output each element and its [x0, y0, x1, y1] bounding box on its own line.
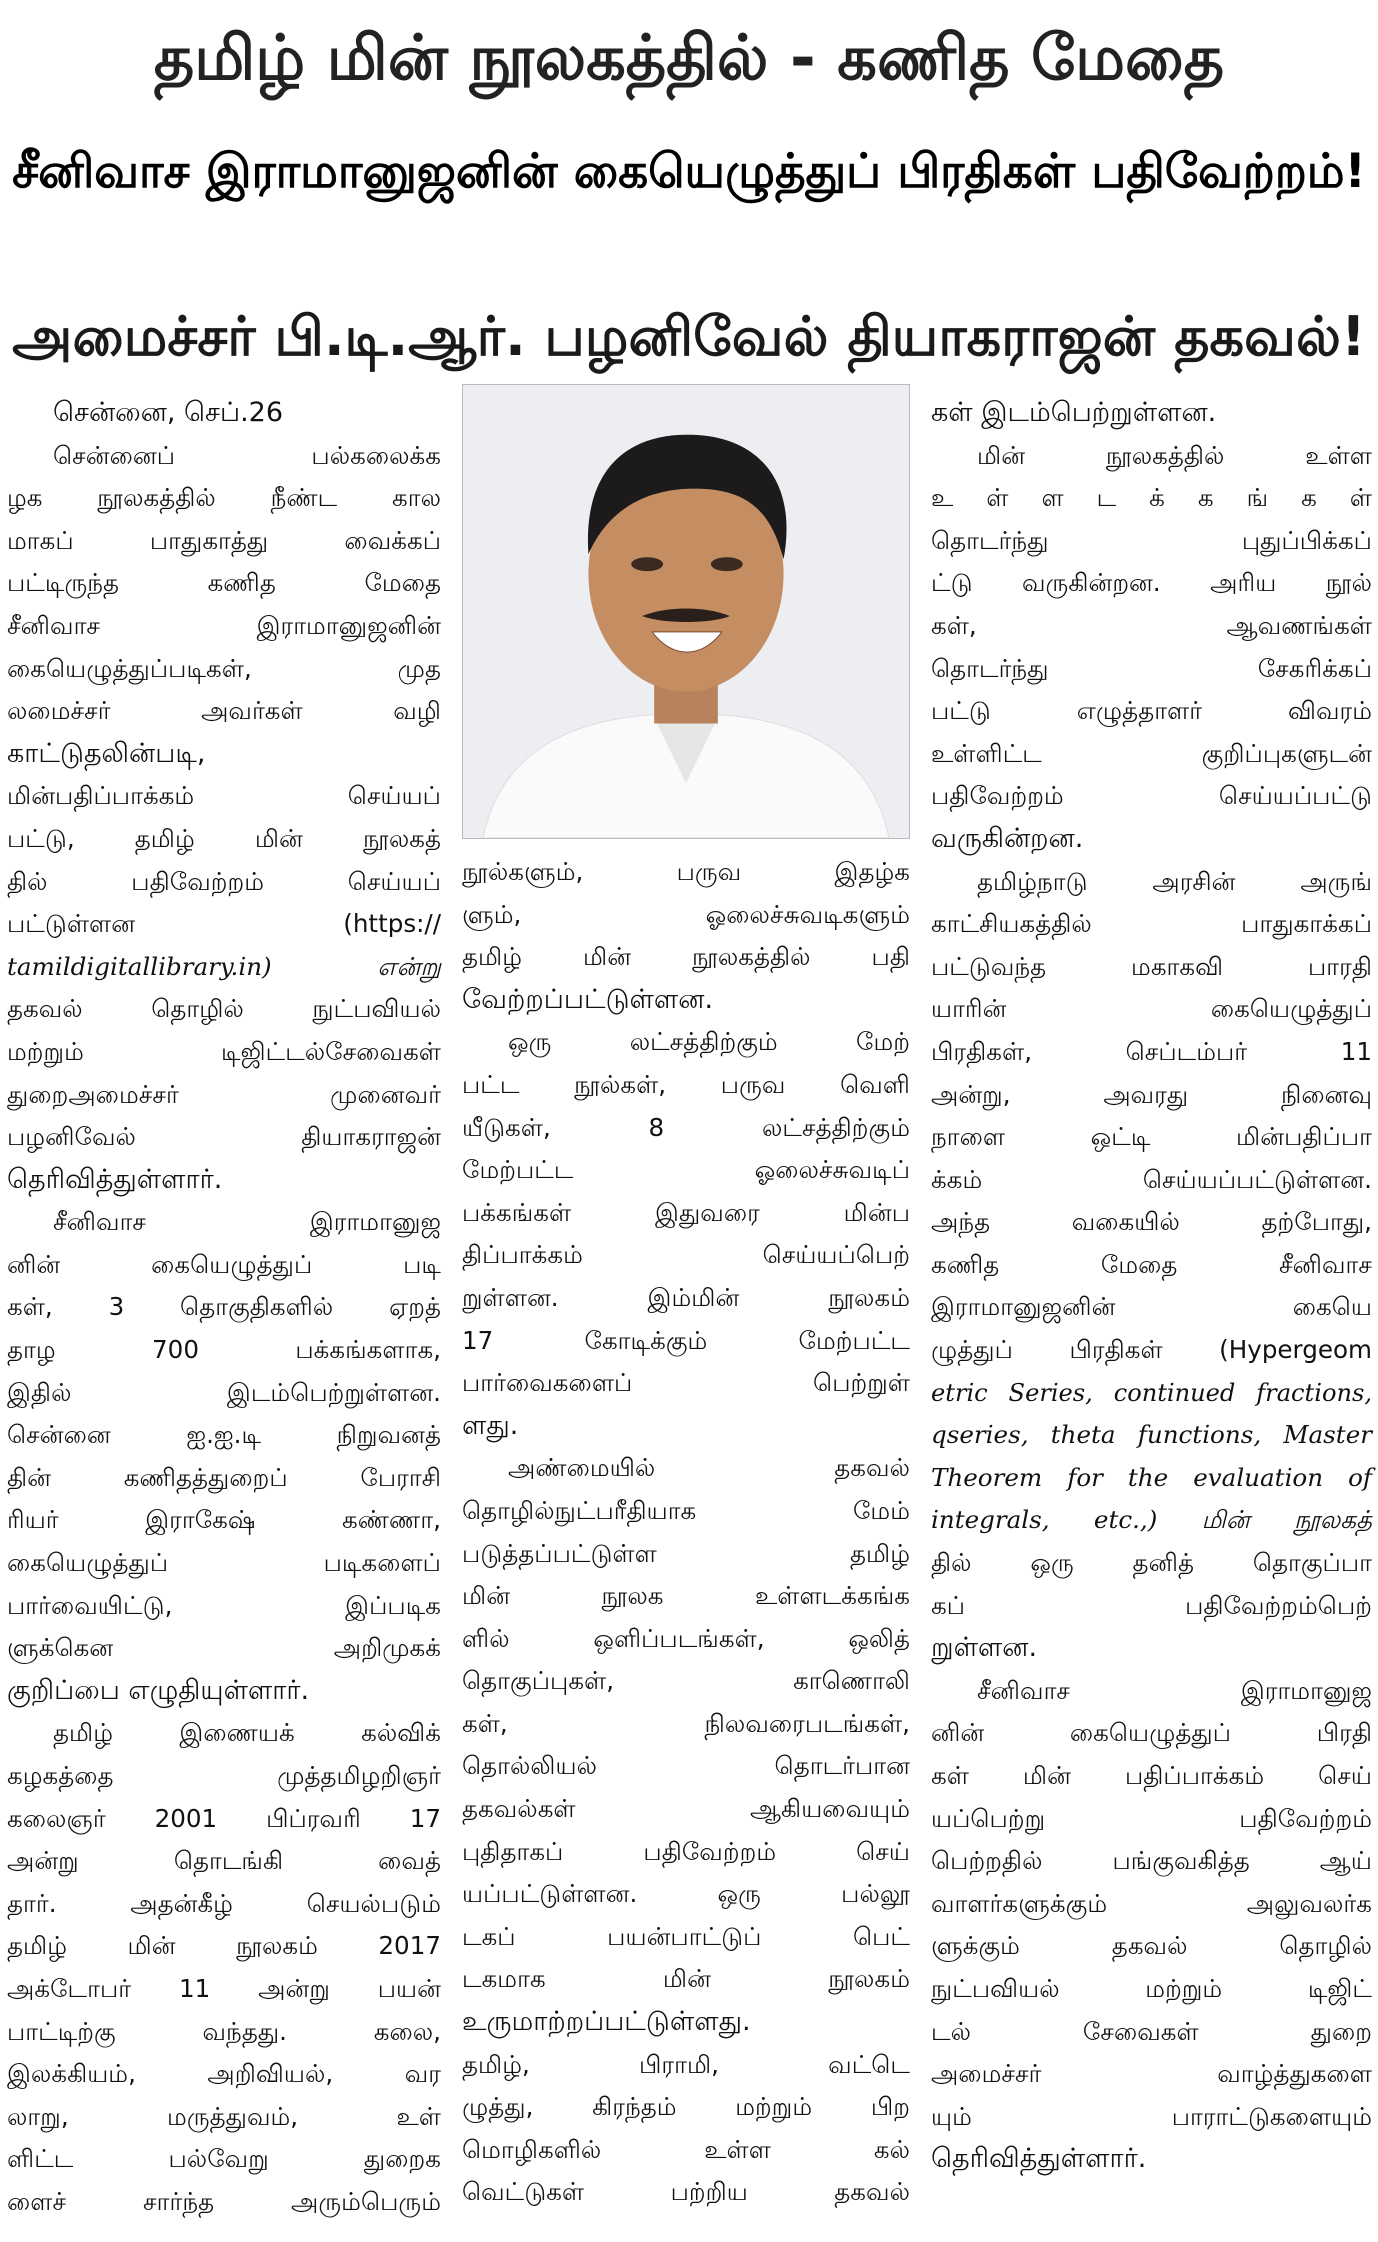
- article-line-text: வாளர்களுக்கும் அலுவலர்க: [931, 1888, 1372, 1918]
- article-line-text: பார்வையிட்டு, இப்படிக: [7, 1590, 441, 1620]
- article-line: [7, 988, 441, 1031]
- article-column-3: [931, 392, 1372, 2181]
- article-line: [931, 690, 1372, 733]
- article-line-text: தில் ஒரு தனித் தொகுப்பா: [931, 1548, 1372, 1578]
- article-line: [462, 1958, 910, 2001]
- article-line-text: யப்பட்டுள்ளன. ஒரு பல்லூ: [462, 1879, 910, 1909]
- article-line-text: லமைச்சர் அவர்கள் வழி: [7, 696, 441, 726]
- article-line: [931, 1499, 1372, 1542]
- article-line-text: பட்டுவந்த மகாகவி பாரதி: [931, 951, 1372, 981]
- article-line: [7, 1372, 441, 1415]
- article-line-text: சென்னை, செப்.26: [53, 397, 284, 428]
- article-line: [462, 1916, 910, 1959]
- article-line-text: ளிட்ட பல்வேறு துறைக: [7, 2144, 441, 2174]
- article-line-text: க்கம் செய்யப்பட்டுள்ளன.: [931, 1164, 1372, 1194]
- article-line: [462, 1405, 910, 1448]
- kicker-text: தமிழ் மின் நூலகத்தில் - கணித மேதை: [153, 21, 1225, 94]
- article-line-text: உள்ளிட்ட குறிப்புகளுடன்: [931, 738, 1372, 768]
- portrait-image: [463, 385, 909, 838]
- article-line: [931, 1329, 1372, 1372]
- article-line-text: சென்னை ஐ.ஐ.டி நிறுவனத்: [7, 1420, 441, 1450]
- article-line-text: கலைஞர் 2001 பிப்ரவரி 17: [7, 1803, 441, 1833]
- article-line-text: தெரிவித்துள்ளார்.: [7, 1163, 223, 1195]
- article-line-text: தமிழ் இணையக் கல்விக்: [53, 1718, 441, 1748]
- article-line: [462, 1745, 910, 1788]
- article-line-text: றுள்ளன. இம்மின் நூலகம்: [462, 1282, 910, 1312]
- article-line: [462, 2001, 910, 2044]
- article-line-text: கப் பதிவேற்றம்பெற்: [931, 1590, 1372, 1620]
- article-line: [931, 1457, 1372, 1500]
- article-line-text: னின் கையெழுத்துப் பிரதி: [931, 1718, 1372, 1748]
- article-line-text: யப்பெற்று பதிவேற்றம்: [931, 1803, 1372, 1833]
- article-line: [7, 946, 441, 989]
- article-line: [7, 1968, 441, 2011]
- article-line: [462, 1660, 910, 1703]
- article-line: [7, 1201, 441, 1244]
- article-line: [931, 1074, 1372, 1117]
- article-line-text: மின்பதிப்பாக்கம் செய்யப்: [7, 781, 441, 811]
- article-line-text: சென்னைப் பல்கலைக்க: [53, 440, 441, 470]
- article-line-text: தெரிவித்துள்ளார்.: [931, 2143, 1147, 2175]
- article-line-text: டகமாக மின் நூலகம்: [462, 1964, 910, 1994]
- article-line: [7, 1798, 441, 1841]
- article-line-text: டகப் பயன்பாட்டுப் பெட்: [462, 1921, 910, 1951]
- article-line: [7, 1116, 441, 1159]
- article-line-text: அன்று தொடங்கி வைத்: [7, 1846, 441, 1876]
- article-line: [462, 1618, 910, 1661]
- article-line: [7, 1670, 441, 1713]
- article-line: [462, 1320, 910, 1363]
- article-line-text: துறைஅமைச்சர் முனைவர்: [7, 1079, 441, 1109]
- article-line-text: அண்மையில் தகவல்: [508, 1453, 910, 1483]
- article-line-text: qseries, theta functions, Master: [931, 1420, 1372, 1450]
- article-line-text: அன்று, அவரது நினைவு: [931, 1079, 1372, 1109]
- article-line: [931, 1031, 1372, 1074]
- article-line-text: ளுக்கென அறிமுகக்: [7, 1633, 441, 1663]
- article-line-text: கள், ஆவணங்கள்: [931, 610, 1372, 640]
- article-line: [931, 946, 1372, 989]
- article-line: [931, 477, 1372, 520]
- article-line: [7, 818, 441, 861]
- article-line: [462, 2086, 910, 2129]
- article-line-text: தில் பதிவேற்றம் செய்யப்: [7, 866, 441, 896]
- article-line-text: தொல்லியல் தொடர்பான: [462, 1751, 910, 1781]
- article-line: [7, 861, 441, 904]
- article-line-text: etric Series, continued fractions,: [931, 1378, 1372, 1407]
- article-line: [462, 1021, 910, 1064]
- article-line: [7, 477, 441, 520]
- article-line: [462, 1277, 910, 1320]
- article-line: [931, 861, 1372, 904]
- article-line: [931, 1798, 1372, 1841]
- article-line: [931, 818, 1372, 861]
- article-line: [931, 605, 1372, 648]
- article-line: [462, 936, 910, 979]
- article-line-text: தொடர்ந்து புதுப்பிக்கப்: [931, 525, 1372, 555]
- article-line-text: ழுத்து, கிரந்தம் மற்றும் பிற: [462, 2092, 910, 2122]
- sub-headline-text: அமைச்சர் பி.டி.ஆர். பழனிவேல் தியாகராஜன் தகவல்!: [12, 305, 1366, 368]
- article-line: [462, 979, 910, 1022]
- article-line: [931, 1414, 1372, 1457]
- article-line: [462, 1703, 910, 1746]
- article-line-text: ளும், ஓலைச்சுவடிகளும்: [462, 899, 910, 929]
- article-line: [7, 1244, 441, 1287]
- article-line-text: மற்றும் டிஜிட்டல்சேவைகள்: [7, 1036, 441, 1066]
- article-line: [462, 1107, 910, 1150]
- article-line-text: அக்டோபர் 11 அன்று பயன்: [7, 1973, 441, 2003]
- article-line: [462, 1362, 910, 1405]
- article-line: [7, 775, 441, 818]
- article-line: [7, 392, 441, 435]
- article-line-text: பழனிவேல் தியாகராஜன்: [7, 1122, 441, 1152]
- article-line: [931, 733, 1372, 776]
- article-line-text: லாறு, மருத்துவம், உள்: [7, 2101, 441, 2131]
- article-line-text: மாகப் பாதுகாத்து வைக்கப்: [7, 525, 441, 555]
- article-line: [931, 1925, 1372, 1968]
- article-line-text: தமிழ் மின் நூலகத்தில் பதி: [462, 942, 910, 972]
- article-line: [7, 648, 441, 691]
- article-line: [931, 648, 1372, 691]
- article-line-text: மின் நூலக உள்ளடக்கங்க: [462, 1581, 910, 1611]
- article-line: [462, 2129, 910, 2172]
- article-line-text: தார். அதன்கீழ் செயல்படும்: [7, 1888, 441, 1918]
- article-line-text: கணித மேதை சீனிவாச: [931, 1249, 1372, 1279]
- article-line: [931, 1627, 1372, 1670]
- article-line-text: சீனிவாச இராமானுஜனின்: [7, 610, 441, 640]
- article-line: [931, 1755, 1372, 1798]
- article-line: [931, 520, 1372, 563]
- article-line-text: படுத்தப்பட்டுள்ள தமிழ்: [462, 1538, 910, 1568]
- article-line-text: தமிழ்நாடு அரசின் அருங்: [977, 866, 1372, 896]
- article-line-text: பக்கங்கள் இதுவரை மின்ப: [462, 1197, 910, 1227]
- article-line: [931, 1372, 1372, 1415]
- article-line-text: integrals, etc.,) மின் நூலகத்: [931, 1505, 1372, 1535]
- article-line-text: தமிழ், பிராமி, வட்டெ: [462, 2049, 910, 2079]
- article-line-text: இலக்கியம், அறிவியல், வர: [7, 2059, 441, 2089]
- article-line: [7, 1925, 441, 1968]
- article-line: [931, 435, 1372, 478]
- article-line: [931, 1670, 1372, 1713]
- article-line-text: ட்டு வருகின்றன. அரிய நூல்: [931, 568, 1372, 598]
- article-line-text: நுட்பவியல் மற்றும் டிஜிட்: [931, 1973, 1372, 2003]
- article-line: [7, 1542, 441, 1585]
- article-line-text: தாழ 700 பக்கங்களாக,: [7, 1335, 441, 1365]
- article-line-text: தொடர்ந்து சேகரிக்கப்: [931, 653, 1372, 683]
- article-line: [462, 2171, 910, 2214]
- article-line: [931, 1968, 1372, 2011]
- article-line-text: கள், 3 தொகுதிகளில் ஏறத்: [7, 1292, 441, 1322]
- article-line-text: ளில் ஒளிப்படங்கள், ஒலித்: [462, 1623, 910, 1653]
- article-line-text: காட்சியகத்தில் பாதுகாக்கப்: [931, 909, 1372, 939]
- article-line-text: றுள்ளன.: [931, 1632, 1038, 1664]
- article-column-2: [462, 851, 910, 2214]
- article-line: [7, 1074, 441, 1117]
- main-headline: [0, 112, 1378, 232]
- article-line-text: இராமானுஜனின் கையெ: [931, 1292, 1372, 1322]
- article-line-text: சீனிவாச இராமானுஜ: [53, 1207, 441, 1237]
- article-line: [931, 1585, 1372, 1628]
- article-line: [931, 2138, 1372, 2181]
- article-line-text: தின் கணிதத்துறைப் பேராசி: [7, 1462, 441, 1492]
- article-line: [7, 903, 441, 946]
- article-line-text: பாட்டிற்கு வந்தது. கலை,: [7, 2016, 441, 2046]
- article-line-text: பிரதிகள், செப்டம்பர் 11: [931, 1036, 1372, 1066]
- article-line-text: ழுத்துப் பிரதிகள் (Hypergeom: [931, 1335, 1372, 1365]
- article-line-text: கழகத்தை முத்தமிழறிஞர்: [7, 1761, 441, 1790]
- article-line: [7, 1840, 441, 1883]
- article-line-text: ஒரு லட்சத்திற்கும் மேற்: [508, 1027, 910, 1057]
- article-line: [931, 775, 1372, 818]
- article-line-text: ளுக்கும் தகவல் தொழில்: [931, 1931, 1372, 1961]
- article-line-text: பட்டுள்ளன (https://: [7, 909, 441, 939]
- article-line-text: காட்டுதலின்படி,: [7, 737, 206, 769]
- article-line: [462, 1149, 910, 1192]
- article-line: [462, 1533, 910, 1576]
- article-line: [462, 1575, 910, 1618]
- article-line: [931, 1712, 1372, 1755]
- article-line-text: அமைச்சர் வாழ்த்துகளை: [931, 2059, 1372, 2089]
- article-line-text: மின் நூலகத்தில் உள்ள: [977, 440, 1372, 470]
- article-line-text: னின் கையெழுத்துப் படி: [7, 1249, 441, 1279]
- article-line-text: தகவல்கள் ஆகியவையும்: [462, 1794, 910, 1824]
- article-line: [931, 988, 1372, 1031]
- article-line-text: Theorem for the evaluation of: [931, 1462, 1372, 1492]
- article-line-text: யாரின் கையெழுத்துப்: [931, 994, 1372, 1024]
- article-line: [7, 2011, 441, 2054]
- article-line-text: சீனிவாச இராமானுஜ: [977, 1675, 1372, 1705]
- article-line-text: வேற்றப்பட்டுள்ளன.: [462, 983, 714, 1015]
- article-line: [931, 2011, 1372, 2054]
- article-line: [931, 562, 1372, 605]
- article-line: [931, 1159, 1372, 1202]
- article-line: [462, 1234, 910, 1277]
- minister-photo: [462, 384, 910, 839]
- article-line: [7, 690, 441, 733]
- article-line: [7, 1286, 441, 1329]
- article-line: [7, 1031, 441, 1074]
- article-line: [931, 903, 1372, 946]
- article-line-text: தொழில்நுட்பரீதியாக மேம்: [462, 1495, 910, 1525]
- kicker-headline: [0, 8, 1378, 108]
- article-line-text: நாளை ஒட்டி மின்பதிப்பா: [931, 1122, 1372, 1152]
- article-line: [931, 1286, 1372, 1329]
- article-line: [7, 1585, 441, 1628]
- article-line: [7, 2096, 441, 2139]
- article-line: [931, 1201, 1372, 1244]
- article-line-text: பட்டு எழுத்தாளர் விவரம்: [931, 696, 1372, 726]
- article-line: [7, 605, 441, 648]
- article-line: [931, 1116, 1372, 1159]
- sub-headline: [0, 292, 1378, 382]
- article-line-text: இதில் இடம்பெற்றுள்ளன.: [7, 1377, 441, 1407]
- article-line: [7, 1627, 441, 1670]
- article-line: [7, 1755, 441, 1798]
- article-line-text: வெட்டுகள் பற்றிய தகவல்: [462, 2177, 910, 2207]
- article-line-text: கள் மின் பதிப்பாக்கம் செய்: [931, 1761, 1372, 1790]
- article-line: [931, 1840, 1372, 1883]
- article-line-text: ளைச் சார்ந்த அரும்பெரும்: [7, 2186, 441, 2216]
- article-line: [462, 1831, 910, 1874]
- article-line: [462, 1873, 910, 1916]
- article-line: [462, 2044, 910, 2087]
- article-line: [931, 1244, 1372, 1287]
- article-line-text: கையெழுத்துப் படிகளைப்: [7, 1548, 441, 1578]
- article-line: [931, 2053, 1372, 2096]
- article-line-text: தகவல் தொழில் நுட்பவியல்: [7, 994, 441, 1024]
- article-line: [7, 2138, 441, 2181]
- article-line-text: பட்டிருந்த கணித மேதை: [7, 568, 441, 598]
- article-line: [462, 1788, 910, 1831]
- article-line: [462, 894, 910, 937]
- article-line: [931, 1883, 1372, 1926]
- article-line-text: குறிப்பை எழுதியுள்ளார்.: [7, 1674, 310, 1706]
- article-line-text: யீடுகள், 8 லட்சத்திற்கும்: [462, 1112, 910, 1142]
- article-line-text: கையெழுத்துப்படிகள், முத: [7, 653, 441, 683]
- article-line-text: தொகுப்புகள், காணொலி: [462, 1666, 910, 1696]
- article-line-text: tamildigitallibrary.in) என்று: [7, 951, 441, 981]
- article-line-text: கள், நிலவரைபடங்கள்,: [462, 1708, 910, 1738]
- article-line: [7, 2181, 441, 2224]
- main-headline-text: சீனிவாச இராமானுஜனின் கையெழுத்துப் பிரதிகள் பதிவேற்றம்!: [12, 144, 1366, 199]
- article-column-1: [7, 392, 441, 2224]
- article-line-text: ரியர் இராகேஷ் கண்ணா,: [7, 1505, 441, 1535]
- article-line-text: வருகின்றன.: [931, 822, 1084, 854]
- article-line-text: நூல்களும், பருவ இதழ்க: [462, 857, 910, 886]
- article-line: [462, 1490, 910, 1533]
- article-line-text: 17 கோடிக்கும் மேற்பட்ட: [462, 1325, 910, 1355]
- article-line: [462, 1447, 910, 1490]
- article-line: [7, 733, 441, 776]
- article-line-text: பதிவேற்றம் செய்யப்பட்டு: [931, 781, 1372, 811]
- article-line-text: ழக நூலகத்தில் நீண்ட கால: [7, 483, 441, 513]
- article-line: [462, 1192, 910, 1235]
- article-line: [7, 1414, 441, 1457]
- article-line: [462, 851, 910, 894]
- article-line-text: டல் சேவைகள் துறை: [931, 2016, 1372, 2046]
- article-line: [931, 1542, 1372, 1585]
- article-line: [7, 1457, 441, 1500]
- article-line: [7, 1499, 441, 1542]
- article-line: [7, 520, 441, 563]
- article-line: [462, 1064, 910, 1107]
- article-line-text: மொழிகளில் உள்ள கல்: [462, 2134, 910, 2164]
- article-line: [7, 1159, 441, 1202]
- article-line-text: பட்டு, தமிழ் மின் நூலகத்: [7, 823, 441, 853]
- article-line: [931, 392, 1372, 435]
- article-line-text: அந்த வகையில் தற்போது,: [931, 1207, 1372, 1237]
- article-line-text: கள் இடம்பெற்றுள்ளன.: [931, 397, 1217, 428]
- article-line: [7, 1883, 441, 1926]
- article-line-text: பட்ட நூல்கள், பருவ வெளி: [462, 1069, 910, 1099]
- article-line: [7, 2053, 441, 2096]
- article-line: [7, 562, 441, 605]
- article-line-text: மேற்பட்ட ஓலைச்சுவடிப்: [462, 1155, 910, 1185]
- article-line-text: புதிதாகப் பதிவேற்றம் செய்: [462, 1836, 910, 1866]
- article-line: [931, 2096, 1372, 2139]
- article-line-text: தமிழ் மின் நூலகம் 2017: [7, 1931, 441, 1961]
- article-line-text: பெற்றதில் பங்குவகித்த ஆய்: [931, 1846, 1372, 1876]
- article-line-text: பார்வைகளைப் பெற்றுள்: [462, 1368, 910, 1398]
- article-line-text: யும் பாராட்டுகளையும்: [931, 2101, 1372, 2131]
- article-line-text: திப்பாக்கம் செய்யப்பெற்: [462, 1240, 910, 1270]
- article-line: [7, 1712, 441, 1755]
- article-line-text: உ ள் ள ட க் க ங் க ள்: [931, 483, 1372, 513]
- article-line-text: உருமாற்றப்பட்டுள்ளது.: [462, 2006, 751, 2038]
- article-line-text: ளது.: [462, 1409, 519, 1441]
- article-line: [7, 1329, 441, 1372]
- article-line: [7, 435, 441, 478]
